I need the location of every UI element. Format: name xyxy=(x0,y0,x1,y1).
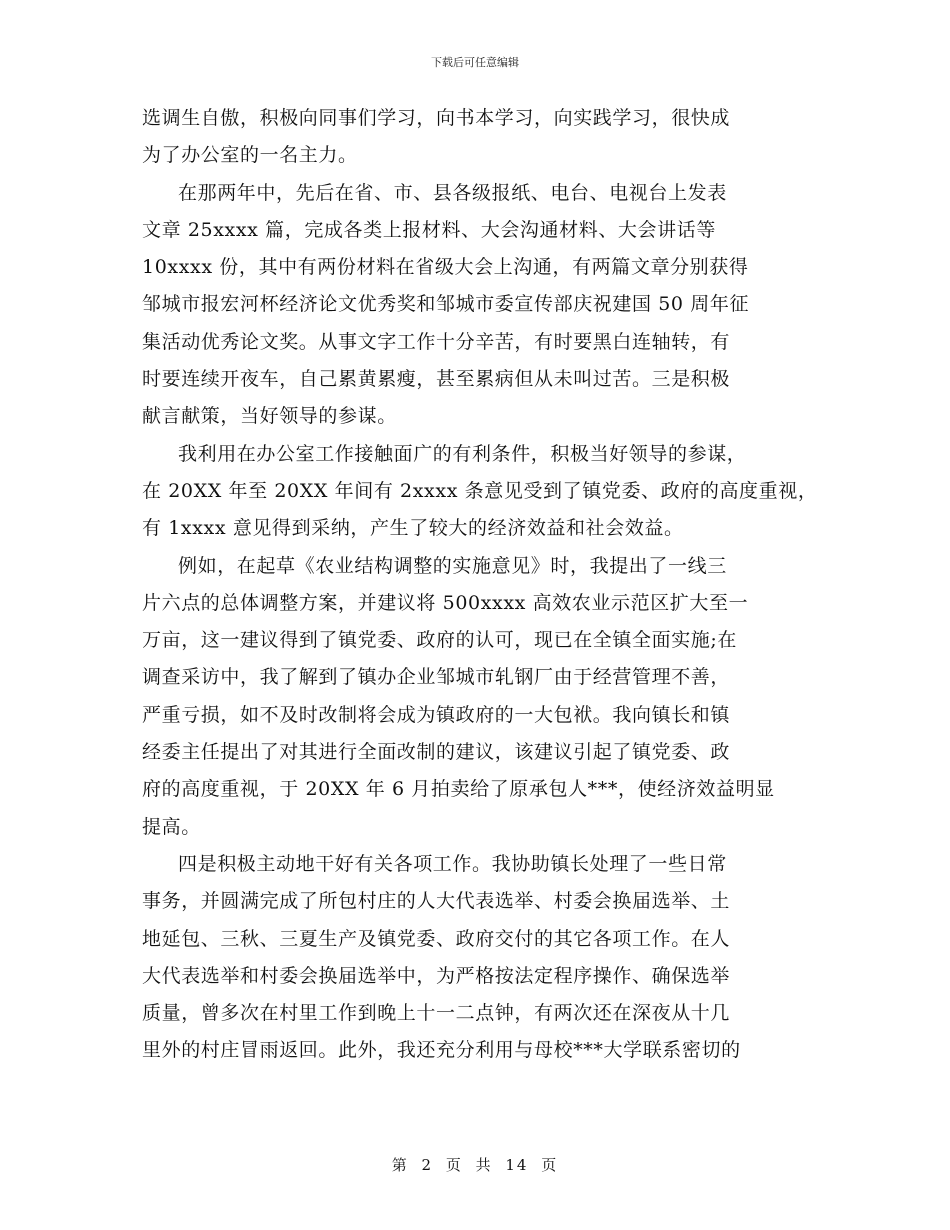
text-line: 在那两年中，先后在省、市、县各级报纸、电台、电视台上发表 xyxy=(178,181,727,204)
text-line: 经委主任提出了对其进行全面改制的建议，该建议引起了镇党委、政 xyxy=(142,741,731,764)
text-line: 片六点的总体调整方案，并建议将 500xxxx 高效农业示范区扩大至一 xyxy=(142,591,749,614)
text-line: 地延包、三秋、三夏生产及镇党委、政府交付的其它各项工作。在人 xyxy=(142,927,731,950)
text-line: 我利用在办公室工作接触面广的有利条件，积极当好领导的参谋， xyxy=(178,442,747,465)
text-line: 选调生自傲，积极向同事们学习，向书本学习，向实践学习，很快成 xyxy=(142,107,731,129)
text-line: 提高。 xyxy=(142,815,201,838)
text-line: 大代表选举和村委会换届选举中，为严格按法定程序操作、确保选举 xyxy=(142,964,731,987)
text-line: 万亩，这一建议得到了镇党委、政府的认可，现已在全镇全面实施;在 xyxy=(142,629,738,652)
text-line: 集活动优秀论文奖。从事文字工作十分辛苦，有时要黑白连轴转，有 xyxy=(142,330,731,353)
text-line: 在 20XX 年至 20XX 年间有 2xxxx 条意见受到了镇党委、政府的高度重视， xyxy=(142,479,818,502)
text-line: 文章 25xxxx 篇，完成各类上报材料、大会沟通材料、大会讲话等 xyxy=(142,218,716,241)
text-line: 事务，并圆满完成了所包村庄的人大代表选举、村委会换届选举、土 xyxy=(142,890,731,913)
page-number-footer: 第 2 页 共 14 页 xyxy=(391,1156,559,1174)
text-line: 里外的村庄冒雨返回。此外，我还充分利用与母校***大学联系密切的 xyxy=(142,1039,741,1062)
text-line: 四是积极主动地干好有关各项工作。我协助镇长处理了一些日常 xyxy=(178,852,727,875)
page-header-note: 下载后可任意编辑 xyxy=(431,56,519,69)
document-body xyxy=(142,100,822,1070)
text-line: 10xxxx 份，其中有两份材料在省级大会上沟通，有两篇文章分别获得 xyxy=(142,256,749,279)
text-line: 调查采访中，我了解到了镇办企业邹城市轧钢厂由于经营管理不善， xyxy=(142,666,731,689)
text-line: 府的高度重视，于 20XX 年 6 月拍卖给了原承包人***，使经济效益明显 xyxy=(142,778,775,801)
text-line: 例如，在起草《农业结构调整的实施意见》时，我提出了一线三 xyxy=(178,554,727,577)
text-line: 时要连续开夜车，自己累黄累瘦，甚至累病但从未叫过苦。三是积极 xyxy=(142,368,731,391)
text-line: 献言献策，当好领导的参谋。 xyxy=(142,405,397,428)
text-line: 严重亏损，如不及时改制将会成为镇政府的一大包袱。我向镇长和镇 xyxy=(142,703,731,726)
text-line: 邹城市报宏河杯经济论文优秀奖和邹城市委宣传部庆祝建国 50 周年征 xyxy=(142,293,750,316)
text-line: 质量，曾多次在村里工作到晚上十一二点钟，有两次还在深夜从十几 xyxy=(142,1002,731,1025)
text-line: 为了办公室的一名主力。 xyxy=(142,144,358,167)
text-line: 有 1xxxx 意见得到采纳，产生了较大的经济效益和社会效益。 xyxy=(142,517,684,540)
